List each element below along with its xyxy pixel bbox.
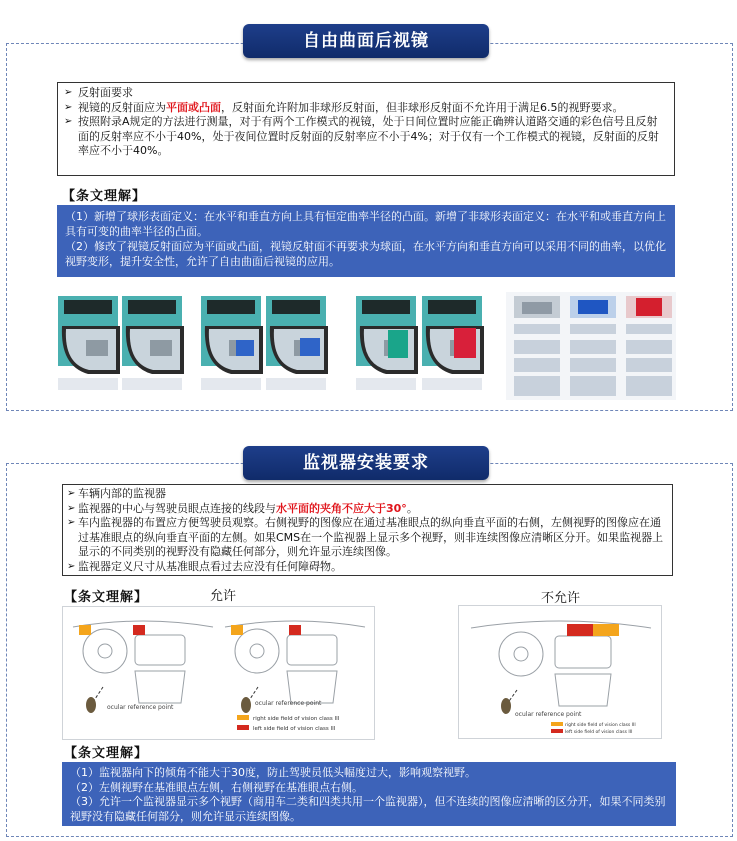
understanding-item: （1）新增了球形表面定义：在水平和垂直方向上具有恒定曲率半径的凸面。新增了非球形表面定义：在水平和或垂直方向上具有可变的曲率半径的凸面。 (65, 210, 666, 238)
section1-understanding (57, 205, 675, 277)
understanding-label: 【条文理解】 (62, 189, 147, 204)
understanding-item: （2）修改了视镜反射面应为平面或凸面，视镜反射面不再要求为球面，在水平方向和垂直方向可以采用不同的曲率，以优化视野变形，提升安全性，允许了自由曲面后视镜的应用。 (65, 240, 666, 268)
understanding-label: 【条文理解】 (64, 746, 149, 761)
section2-understanding (62, 762, 676, 826)
req-item: ➢ 反射面要求 (64, 86, 668, 101)
req-item: ➢ 车辆内部的监视器 (67, 487, 668, 502)
section1-title: 自由曲面后视镜 (243, 24, 489, 58)
section2-requirements (62, 484, 673, 576)
legend-left-swatch (551, 729, 563, 733)
legend-right: right side field of vision class III (565, 723, 636, 728)
dashboard-drawing (63, 607, 374, 739)
section1-requirements (57, 82, 675, 176)
understanding-label: 【条文理解】 (64, 590, 149, 605)
req-item: ➢ 监视器的中心与驾驶员眼点连接的线段与水平面的夹角不应大于30°。 (67, 502, 668, 517)
allowed-diagram (62, 606, 375, 740)
understanding-item: （1）监视器向下的倾角不能大于30度，防止驾驶员低头幅度过大，影响观察视野。 (70, 766, 476, 779)
dashboard-drawing (459, 606, 661, 738)
mirror-comparison-image (56, 290, 676, 402)
not-allowed-caption: 不允许 (541, 591, 581, 606)
legend-right-swatch (237, 715, 249, 720)
req-item: ➢ 视镜的反射面应为平面或凸面，反射面允许附加非球形反射面，但非球形反射面不允许用于满足6.5的视野要求。 (64, 101, 668, 116)
not-allowed-diagram (458, 605, 662, 739)
understanding-item: （3）允许一个监视器显示多个视野（商用车二类和四类共用一个监视器），但不连续的图像应清晰的区分开，如果不同类别视野没有隐藏任何部分，则允许显示连续图像。 (70, 795, 666, 823)
section2-title: 监视器安装要求 (243, 446, 489, 480)
req-item: ➢ 按照附录A规定的方法进行测量，对于有两个工作模式的视镜，处于日间位置时应能正确辨认道路交通的彩色信号且反射面的反射率应不小于40%，处于夜间位置时反射面的反射率应不小于4%；对于仅有一个工作模式的视镜，反射面的反射率应不小于40%。 (64, 115, 668, 159)
allowed-caption: 允许 (210, 589, 237, 604)
legend-left: left side field of vision class III (253, 726, 336, 732)
ocular-label: ocular reference point (515, 711, 582, 718)
ocular-label: ocular reference point (107, 704, 174, 711)
legend-left-swatch (237, 725, 249, 730)
req-item: ➢ 监视器定义尺寸从基准眼点看过去应没有任何障碍物。 (67, 560, 668, 575)
legend-right-swatch (551, 722, 563, 726)
legend-right: right side field of vision class III (253, 716, 340, 722)
req-item: ➢ 车内监视器的布置应方便驾驶员观察。右侧视野的图像应在通过基准眼点的纵向垂直平面的右侧，左侧视野的图像应在通过基准眼点的纵向垂直平面的左侧。如果CMS在一个监视器上显示多个视野，则非连续图像应清晰区分开。如果监视器上显示的不同类别的视野没有隐藏任何部分，则允许显示连续图像。 (67, 516, 668, 560)
understanding-item: （2）左侧视野在基准眼点左侧，右侧视野在基准眼点右侧。 (70, 780, 363, 794)
ocular-label: ocular reference point (255, 700, 322, 707)
legend-left: left side field of vision class III (565, 730, 633, 735)
